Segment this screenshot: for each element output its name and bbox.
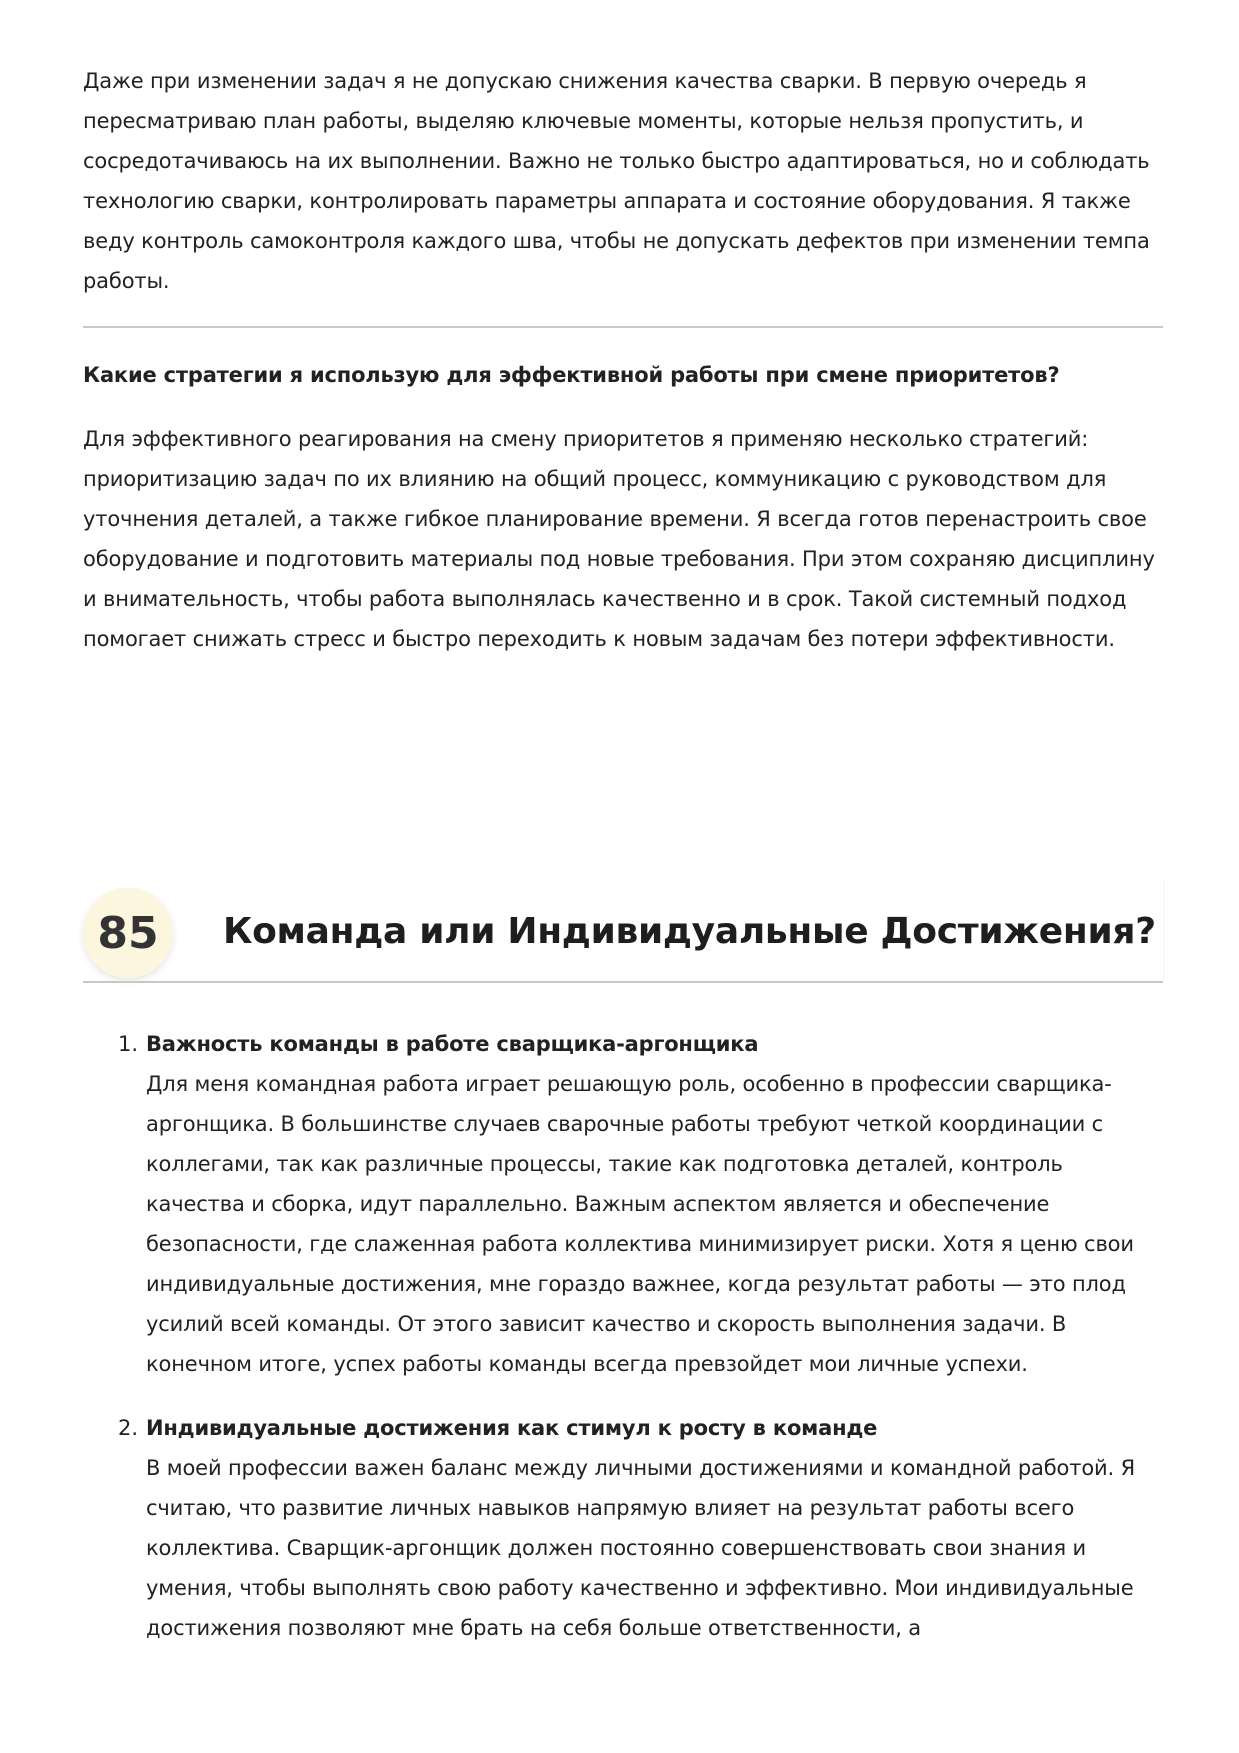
list-item-text: Для меня командная работа играет решающую роль, особенно в профессии сварщика-аргонщика. В большинстве случаев сварочные работы требуют четкой координации с коллегами, так как различные процессы, такие как подготовка деталей, контроль качества и сборка, идут параллельно. Важным аспектом является и обеспечение безопасности, где слаженная работа коллектива минимизирует риски. Хотя я ценю свои индивидуальные достижения, мне гораздо важнее, когда результат работы — это плод усилий всей команды. От этого зависит качество и скорость выполнения задачи. В конечном итоге, успех работы команды всегда превзойдет мои личные успехи.	[146, 1072, 1134, 1376]
section-header-underline	[83, 981, 1163, 983]
question-answer: Для эффективного реагирования на смену приоритетов я применяю несколько стратегий: приоритизацию задач по их влиянию на общий процесс, коммуникацию с руководством для уточнения деталей, а также гибкое планирование времени. Я всегда готов перенастроить свое оборудование и подготовить материалы под новые требования. При этом сохраняю дисциплину и внимательность, чтобы работа выполнялась качественно и в срок. Такой системный подход помогает снижать стресс и быстро переходить к новым задачам без потери эффективности.	[83, 427, 1155, 651]
header-edge-shade	[1163, 880, 1166, 980]
list-item	[0, 1408, 1239, 1648]
section-number-badge: 85	[83, 888, 173, 978]
list-item-body	[146, 1024, 1163, 1384]
section-title: Команда или Индивидуальные Достижения?	[223, 911, 1156, 952]
intro-paragraph: Даже при изменении задач я не допускаю снижения качества сварки. В первую очередь я пересматриваю план работы, выделяю ключевые моменты, которые нельзя пропустить, и сосредотачиваюсь на их выполнении. Важно не только быстро адаптироваться, но и соблюдать технологию сварки, контролировать параметры аппарата и состояние оборудования. Я также веду контроль самоконтроля каждого шва, чтобы не допускать дефектов при изменении темпа работы.	[83, 69, 1150, 293]
section-divider	[83, 326, 1163, 328]
question-heading: Какие стратегии я использую для эффективной работы при смене приоритетов?	[83, 363, 1060, 387]
list-item	[0, 1024, 1239, 1384]
section-header	[83, 880, 1163, 980]
list-item-number: 2.	[118, 1416, 139, 1440]
list-item-title: Индивидуальные достижения как стимул к росту в команде	[146, 1416, 878, 1440]
list-item-title: Важность команды в работе сварщика-аргонщика	[146, 1032, 759, 1056]
numbered-list	[0, 1024, 1239, 1648]
list-item-body	[146, 1408, 1163, 1648]
list-item-number: 1.	[118, 1032, 139, 1056]
list-item-text: В моей профессии важен баланс между личными достижениями и командной работой. Я считаю, что развитие личных навыков напрямую влияет на результат работы всего коллектива. Сварщик-аргонщик должен постоянно совершенствовать свои знания и умения, чтобы выполнять свою работу качественно и эффективно. Мои индивидуальные достижения позволяют мне брать на себя больше ответственности, а	[146, 1456, 1136, 1640]
